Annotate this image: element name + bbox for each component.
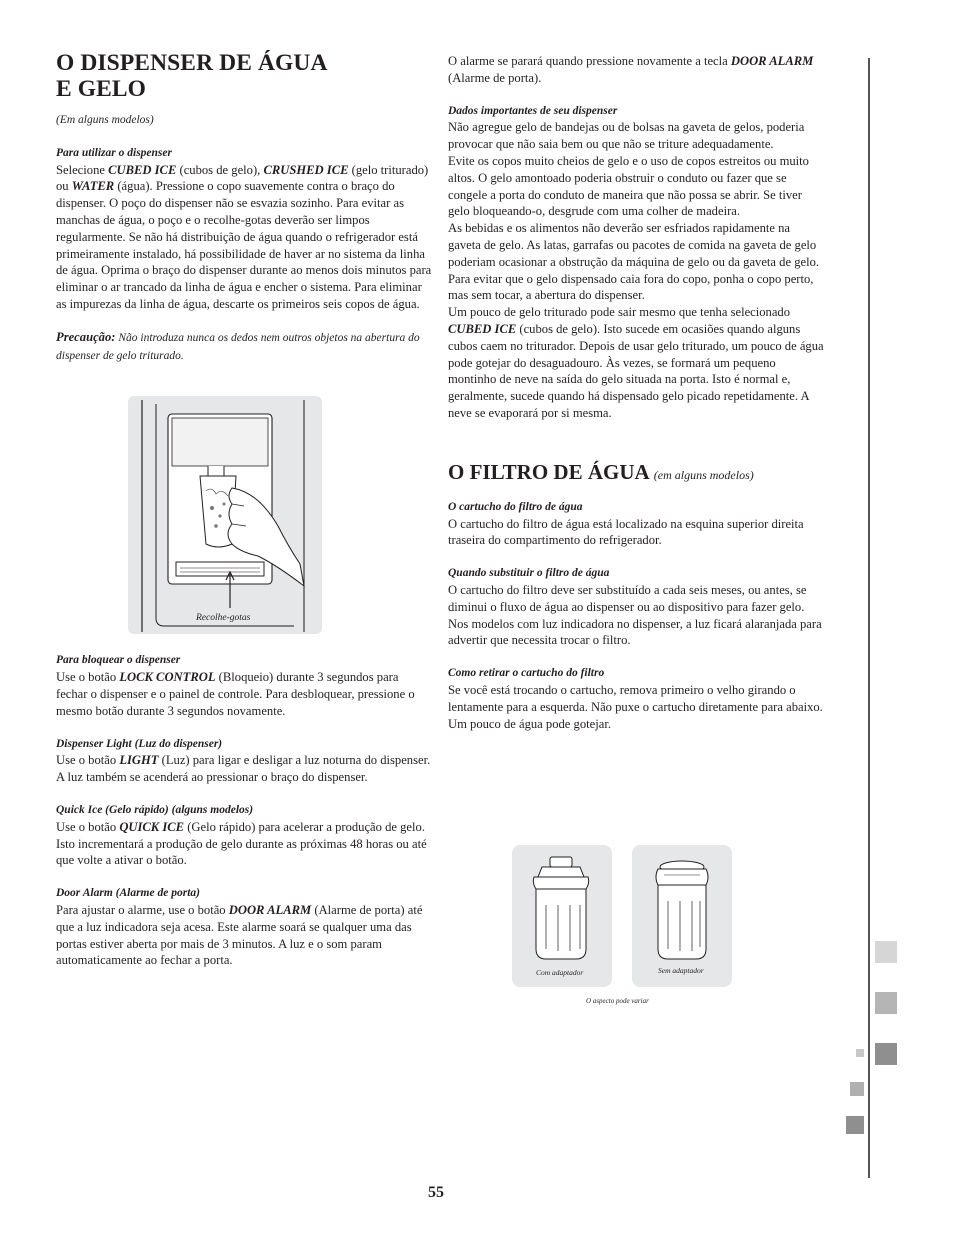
margin-square xyxy=(846,1116,864,1134)
door-alarm-heading: Door Alarm (Alarme de porta) xyxy=(56,887,200,900)
margin-square xyxy=(875,1043,897,1065)
use-dispenser-heading: Para utilizar o dispenser xyxy=(56,146,172,159)
caution-note: Precaução: Não introduza nunca os dedos nem outros objetos na abertura do dispenser de gelo triturado. xyxy=(56,329,420,362)
dispenser-illustration xyxy=(128,396,322,634)
cartridge-heading: O cartucho do filtro de água xyxy=(448,500,583,513)
remove-text: Se você está trocando o cartucho, remova primeiro o velho girando o lentamente para a esquerda. Não puxe o cartucho diretamente para abaixo. Um pouco de água pode gotejar. xyxy=(448,682,823,731)
important-p4: Para evitar que o gelo dispensado caia fora do copo, ponha o copo perto, mas sem tocar, a abertura do dispenser. xyxy=(448,271,814,303)
important-p3: As bebidas e os alimentos não deverão ser esfriados rapidamente na gaveta de gelo. As latas, garrafas ou pacotes de comida na gaveta de gelo poderiam ocasionar a obstrução da máquina de gelo ou da gaveta de gelo. xyxy=(448,221,820,269)
cartridge-text: O cartucho do filtro de água está localizado na esquina superior direita traseira do compartimento do refrigerador. xyxy=(448,516,804,548)
margin-square xyxy=(875,992,897,1014)
models-note: (Em alguns modelos) xyxy=(56,114,154,126)
light-text: Use o botão LIGHT (Luz) para ligar e desligar a luz noturna do dispenser. A luz também se acenderá ao pressionar o braço do dispenser. xyxy=(56,753,431,785)
important-p2: Evite os copos muito cheios de gelo e o uso de copos estreitos ou muito altos. O gelo amontoado poderia obstruir o conduto ou fazer que se congele a porta do conduto de maneira que não possa se abrir. Se tiver gelo bloqueando-o, desgrude com uma colher de madeira. xyxy=(448,153,809,219)
title-line-2: E GELO xyxy=(56,76,147,102)
title-line-1: O DISPENSER DE ÁGUA xyxy=(56,50,328,76)
important-p5: Um pouco de gelo triturado pode sair mesmo que tenha selecionado CUBED ICE (cubos de gelo). Isto sucede em ocasiões quando alguns cubos caem no triturador. Depois de usar gelo triturado, um pouco de água pode gotejar do desaguadouro. Às vezes, se formará um pequeno montinho de neve na saída do gelo situada na porta. Isto é normal e, geralmente, sucede quando há dispensado gelo picado repetidamente. A neve se evaporará por si mesma. xyxy=(448,305,824,420)
label-without-adapter: Sem adaptador xyxy=(658,966,704,975)
margin-square xyxy=(850,1082,864,1096)
important-p1: Não agregue gelo de bandejas ou de bolsas na gaveta de gelos, poderia provocar que não saia bem ou que não se triture adequadamente. xyxy=(448,120,805,152)
label-with-adapter: Com adaptador xyxy=(536,968,584,977)
filter-models-note: (em alguns modelos) xyxy=(653,467,754,482)
light-heading: Dispenser Light (Luz do dispenser) xyxy=(56,737,223,750)
door-alarm-continuation: O alarme se parará quando pressione novamente a tecla DOOR ALARM (Alarme de porta). xyxy=(448,54,814,85)
drip-tray-label: Recolhe-gotas xyxy=(196,613,251,623)
quick-ice-text: Use o botão QUICK ICE (Gelo rápido) para acelerar a produção de gelo. Isto incrementará a produção de gelo durante as próximas 48 horas ou até que volte a ativar o botão. xyxy=(56,819,427,868)
right-column xyxy=(448,53,826,732)
margin-square xyxy=(856,1049,864,1057)
replace-text: O cartucho do filtro deve ser substituído a cada seis meses, ou antes, se diminui o fluxo de água ao dispenser ou ao dispositivo para fazer gelo. Nos modelos com luz indicadora no dispenser, a luz ficará alaranjada para advertir que necessita trocar o filtro. xyxy=(448,582,822,648)
margin-square xyxy=(875,941,897,963)
margin-rule xyxy=(868,58,870,1178)
lock-text: Use o botão LOCK CONTROL (Bloqueio) durante 3 segundos para fechar o dispenser e o painel de controle. Para desbloquear, pressione o mesmo botão durante 3 segundos novamente. xyxy=(56,670,415,718)
figure-caption: O aspecto pode variar xyxy=(586,997,649,1005)
section-title-water-filter: O FILTRO DE ÁGUA (em alguns modelos) xyxy=(448,459,754,484)
lock-heading: Para bloquear o dispenser xyxy=(56,654,181,667)
important-info-heading: Dados importantes de seu dispenser xyxy=(448,104,618,117)
section-title-dispenser xyxy=(56,50,432,102)
remove-heading: Como retirar o cartucho do filtro xyxy=(448,667,605,680)
use-dispenser-text: Selecione CUBED ICE (cubos de gelo), CRUSHED ICE (gelo triturado) ou WATER (água). Pressione o copo suavemente contra o braço do dispenser. O poço do dispenser não se esvazia sozinho. Para evitar as manchas de água, o poço e o recolhe-gotas deverão ser limpos regularmente. Se não há distribuição de água quando o refrigerador está primeiramente instalado, há possibilidade de haver ar no sistema da linha de água. Oprima o braço do dispenser durante ao menos dois minutos para eliminar o ar trancado da linha de água e encher o sistema. Para eliminar as impurezas da linha de água, descarte os primeiros seis copos de água. xyxy=(56,162,432,311)
page-number: 55 xyxy=(428,1184,444,1201)
replace-heading: Quando substituir o filtro de água xyxy=(448,567,610,580)
filter-cartridges-illustration xyxy=(512,845,734,1010)
door-alarm-text: Para ajustar o alarme, use o botão DOOR ALARM (Alarme de porta) até que a luz indicadora seja acesa. Este alarme soará se qualquer uma das portas estiver aberta por mais de 3 minutos. A luz e o som param automaticamente ao fechar a porta. xyxy=(56,902,423,968)
quick-ice-heading: Quick Ice (Gelo rápido) (alguns modelos) xyxy=(56,803,254,816)
